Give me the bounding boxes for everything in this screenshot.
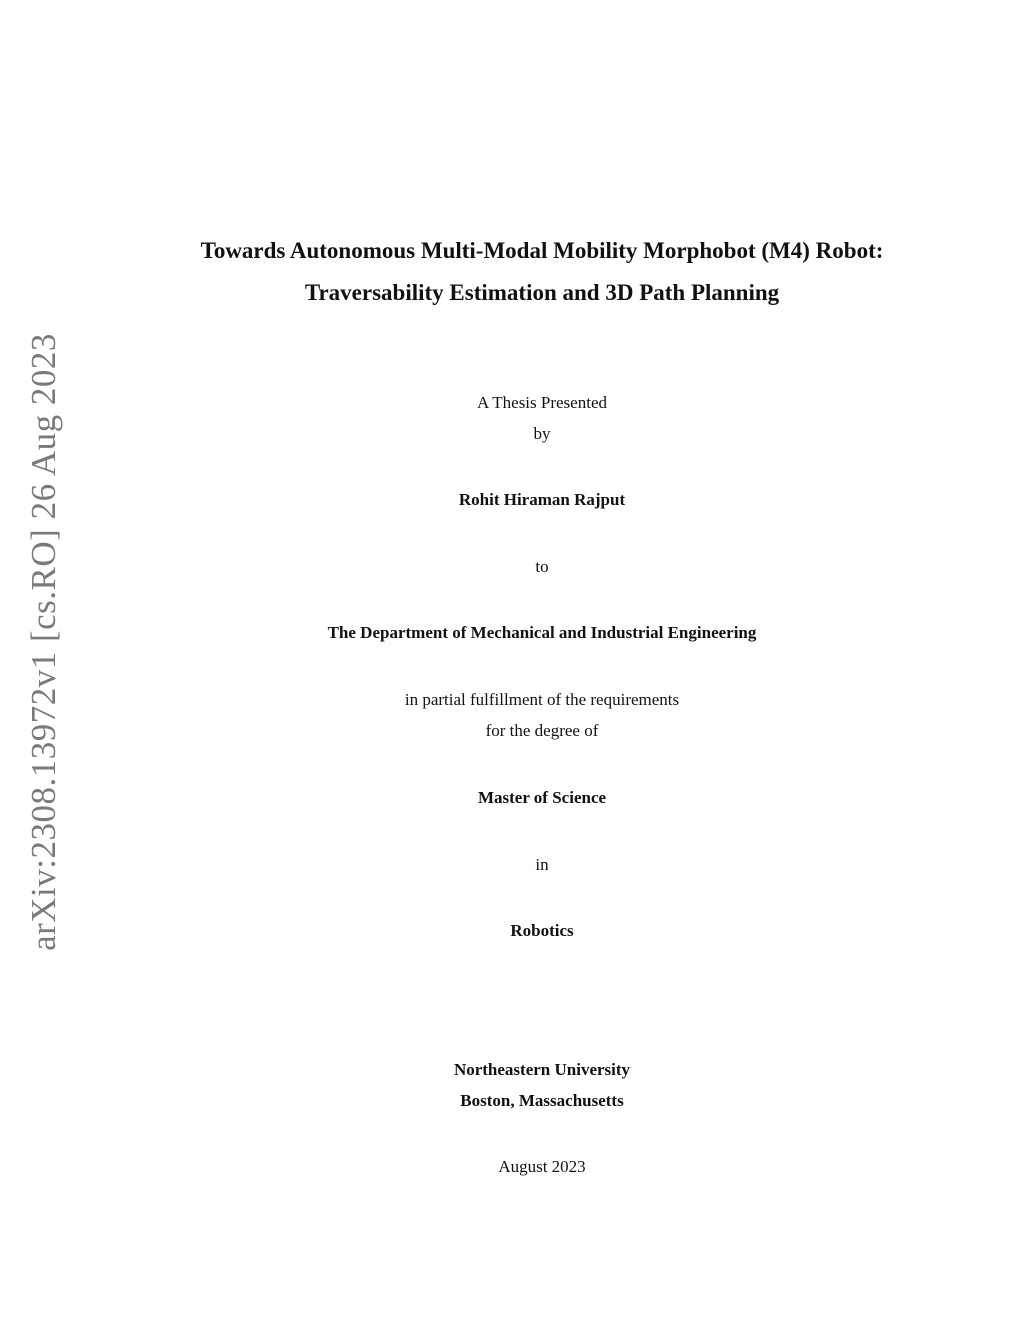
presented-line: A Thesis Presented bbox=[476, 393, 607, 412]
thesis-title-line-2: Traversability Estimation and 3D Path Planning bbox=[304, 280, 780, 305]
institution-location: Boston, Massachusetts bbox=[460, 1091, 624, 1110]
institution-name: Northeastern University bbox=[453, 1060, 631, 1079]
requirements-line-2: for the degree of bbox=[485, 721, 599, 740]
thesis-date: August 2023 bbox=[498, 1157, 586, 1176]
department-name: The Department of Mechanical and Industrial Engineering bbox=[327, 623, 757, 642]
thesis-title-line-1: Towards Autonomous Multi-Modal Mobility Morphobot (M4) Robot: bbox=[200, 238, 884, 263]
in-line: in bbox=[535, 855, 549, 874]
field-name: Robotics bbox=[510, 921, 574, 940]
to-line: to bbox=[535, 557, 549, 576]
arxiv-identifier: arXiv:2308.13972v1 [cs.RO] 26 Aug 2023 bbox=[24, 333, 63, 951]
author-name: Rohit Hiraman Rajput bbox=[458, 490, 626, 509]
requirements-line-1: in partial fulfillment of the requirements bbox=[404, 690, 680, 709]
degree-name: Master of Science bbox=[477, 788, 607, 807]
by-line: by bbox=[533, 424, 551, 443]
